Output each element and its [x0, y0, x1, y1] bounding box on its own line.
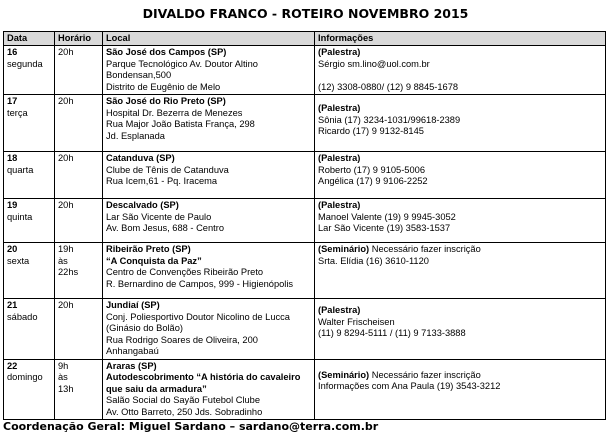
info-cell — [315, 199, 606, 243]
local-line: Salão Social do Sayão Futebol Clube — [106, 395, 261, 405]
local-line: Clube de Tênis de Catanduva — [106, 164, 229, 175]
date-cell — [4, 243, 55, 299]
local-cell — [103, 95, 315, 152]
local-line: Lar São Vicente de Paulo — [106, 211, 212, 222]
local-cell — [103, 152, 315, 199]
time-cell — [55, 299, 103, 360]
event-type: (Seminário) — [318, 369, 370, 380]
local-line: Rua Rodrigo Soares de Oliveira, 200 — [106, 334, 258, 345]
contact-line: Informações com Ana Paula (19) 3543-3212 — [318, 381, 501, 391]
local-line: R. Bernardino de Campos, 999 - Higienópolis — [106, 278, 294, 289]
date-cell — [4, 359, 55, 420]
event-type-line — [318, 244, 602, 256]
city: Jundiaí (SP) — [106, 300, 160, 310]
day-number: 22 — [7, 360, 18, 371]
info-cell — [315, 152, 606, 199]
time-cell — [55, 46, 103, 95]
local-line: Centro de Convenções Ribeirão Preto — [106, 267, 264, 277]
table-row — [4, 359, 606, 420]
city: Ribeirão Preto (SP) — [106, 244, 191, 254]
event-type: (Seminário) — [318, 244, 370, 254]
local-line: Parque Tecnológico Av. Doutor Altino — [106, 58, 258, 69]
contact-line: (11) 9 8294-5111 / (11) 9 7133-3888 — [318, 328, 466, 338]
time-value: 9h — [58, 360, 69, 371]
table-row — [4, 46, 606, 95]
day-number: 21 — [7, 300, 18, 310]
city: Catanduva (SP) — [106, 153, 175, 163]
local-line: (Ginásio do Bolão) — [106, 323, 183, 333]
coordination-footer: Coordenação Geral: Miguel Sardano – sardano@terra.com.br — [3, 420, 379, 433]
local-cell — [103, 46, 315, 95]
info-cell — [315, 299, 606, 360]
local-line: Rua Major João Batista França, 298 — [106, 119, 255, 129]
time-value: 20h — [58, 96, 74, 106]
day-number: 16 — [7, 47, 18, 57]
date-cell — [4, 95, 55, 152]
city: São José dos Campos (SP) — [106, 47, 227, 57]
date-cell — [4, 46, 55, 95]
time-value: 13h — [58, 383, 74, 394]
weekday: sexta — [7, 255, 30, 266]
schedule-table — [3, 31, 606, 420]
local-line: Rua Icem,61 - Pq. Iracema — [106, 176, 218, 186]
header-info: Informações — [315, 32, 606, 46]
time-value: 22hs — [58, 267, 79, 277]
table-row — [4, 299, 606, 360]
time-cell — [55, 152, 103, 199]
time-value: 20h — [58, 47, 74, 57]
table-row — [4, 199, 606, 243]
table-row — [4, 95, 606, 152]
table-row — [4, 243, 606, 299]
event-type: (Palestra) — [318, 47, 361, 57]
contact-line: Lar São Vicente (19) 3583-1537 — [318, 223, 451, 233]
event-type-line — [318, 370, 602, 382]
time-value: 19h — [58, 244, 74, 254]
spacer — [318, 70, 602, 82]
table-row — [4, 152, 606, 199]
contact-line: Manoel Valente (19) 9 9945-3052 — [318, 211, 456, 222]
day-number: 18 — [7, 153, 18, 163]
weekday: quarta — [7, 164, 34, 175]
local-cell — [103, 199, 315, 243]
contact-line: (12) 3308-0880/ (12) 9 8845-1678 — [318, 81, 459, 92]
time-cell — [55, 95, 103, 152]
contact-line: Sônia (17) 3234-1031/99618-2389 — [318, 114, 461, 125]
weekday: sábado — [7, 311, 38, 322]
local-cell — [103, 359, 315, 420]
header-local: Local — [103, 32, 315, 46]
contact-line: Roberto (17) 9 9105-5006 — [318, 164, 425, 175]
registration-note: Necessário fazer inscrição — [369, 369, 481, 380]
local-cell — [103, 299, 315, 360]
time-value: 20h — [58, 200, 74, 210]
time-value: 20h — [58, 300, 74, 310]
city: Descalvado (SP) — [106, 200, 179, 210]
local-line: Bondensan,500 — [106, 70, 172, 80]
time-cell — [55, 359, 103, 420]
registration-note: Necessário fazer inscrição — [369, 244, 481, 254]
local-cell — [103, 243, 315, 299]
day-number: 17 — [7, 96, 18, 106]
weekday: terça — [7, 107, 28, 118]
contact-line: Angélica (17) 9 9106-2252 — [318, 176, 428, 186]
event-title: Autodescobrimento “A história do cavaleiro — [106, 372, 301, 382]
time-separator: às — [58, 255, 68, 266]
contact-line: Sérgio sm.lino@uol.com.br — [318, 58, 430, 69]
weekday: segunda — [7, 58, 43, 69]
header-data: Data — [4, 32, 55, 46]
local-line: Av. Bom Jesus, 688 - Centro — [106, 223, 224, 233]
local-line: Conj. Poliesportivo Doutor Nicolino de Lucca — [106, 311, 290, 322]
date-cell — [4, 199, 55, 243]
event-type: (Palestra) — [318, 200, 361, 210]
event-type: (Palestra) — [318, 153, 361, 163]
time-value: 20h — [58, 153, 74, 163]
time-separator: às — [58, 372, 68, 382]
contact-line: Srta. Elídia (16) 3610-1120 — [318, 255, 429, 266]
time-cell — [55, 243, 103, 299]
event-title: “A Conquista da Paz” — [106, 255, 202, 266]
time-cell — [55, 199, 103, 243]
info-cell — [315, 46, 606, 95]
local-line: Jd. Esplanada — [106, 130, 165, 141]
date-cell — [4, 299, 55, 360]
event-type: (Palestra) — [318, 305, 361, 315]
local-line: Av. Otto Barreto, 250 Jds. Sobradinho — [106, 406, 263, 417]
contact-line: Walter Frischeisen — [318, 316, 395, 327]
local-line: Distrito de Eugênio de Melo — [106, 81, 221, 92]
day-number: 19 — [7, 200, 18, 210]
day-number: 20 — [7, 244, 18, 254]
info-cell — [315, 243, 606, 299]
header-horario: Horário — [55, 32, 103, 46]
event-title: que saiu da armadura” — [106, 383, 207, 394]
info-cell — [315, 359, 606, 420]
city: São José do Rio Preto (SP) — [106, 96, 226, 106]
document-title: DIVALDO FRANCO - ROTEIRO NOVEMBRO 2015 — [142, 6, 469, 21]
local-line: Hospital Dr. Bezerra de Menezes — [106, 107, 243, 118]
weekday: domingo — [7, 372, 43, 382]
contact-line: Ricardo (17) 9 9132-8145 — [318, 126, 424, 136]
event-type: (Palestra) — [318, 103, 361, 113]
local-line: Anhangabaú — [106, 346, 159, 356]
date-cell — [4, 152, 55, 199]
weekday: quinta — [7, 211, 33, 222]
info-cell — [315, 95, 606, 152]
city: Araras (SP) — [106, 360, 157, 371]
table-header-row — [4, 32, 606, 46]
